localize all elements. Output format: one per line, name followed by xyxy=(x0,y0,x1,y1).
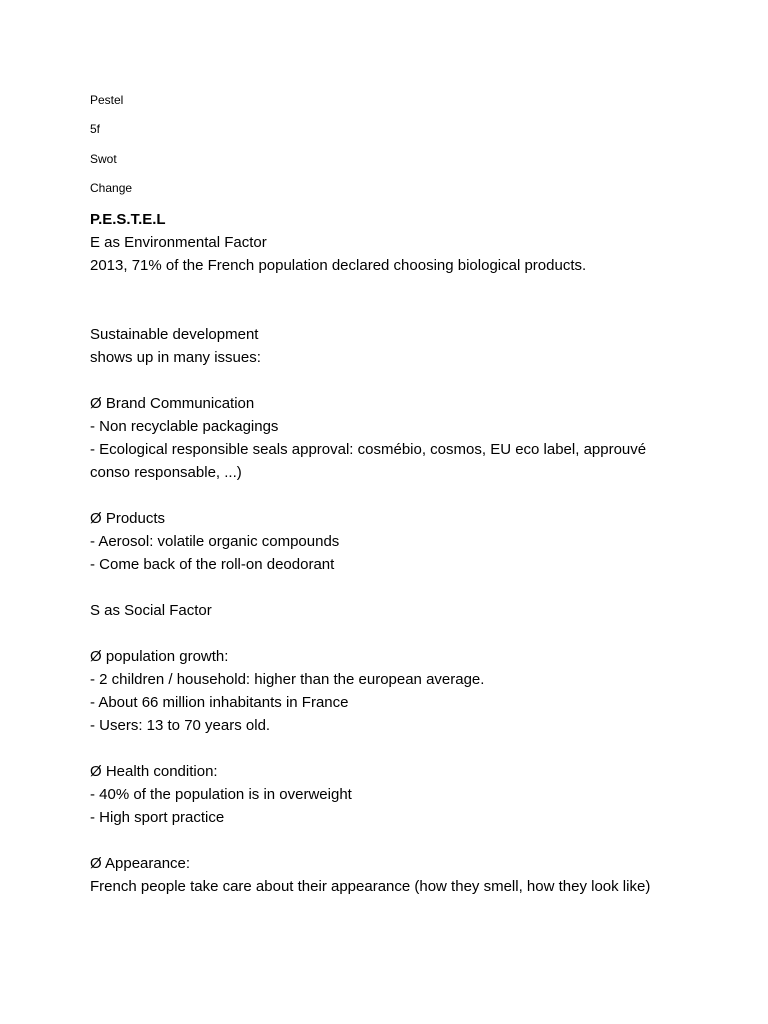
text-line: - 40% of the population is in overweight xyxy=(90,786,352,803)
text-line: - Come back of the roll-on deodorant xyxy=(90,556,335,573)
outline-item-swot: Swot xyxy=(90,152,117,166)
text-line: shows up in many issues: xyxy=(90,349,261,366)
bullet-heading: Ø Products xyxy=(90,510,166,527)
text-line: - Ecological responsible seals approval: cosmébio, cosmos, EU eco label, approuvé xyxy=(90,441,647,458)
text-line: French people take care about their appearance (how they smell, how they look like) xyxy=(90,878,651,895)
outline-item-5f: 5f xyxy=(90,122,101,136)
text-line: - About 66 million inhabitants in France xyxy=(90,694,349,711)
text-line: - High sport practice xyxy=(90,809,225,826)
outline-item-change: Change xyxy=(90,181,133,195)
section-heading: P.E.S.T.E.L xyxy=(90,211,166,228)
text-line: E as Environmental Factor xyxy=(90,234,267,251)
outline-item-pestel: Pestel xyxy=(90,93,124,107)
text-line: - Non recyclable packagings xyxy=(90,418,279,435)
text-line: - Users: 13 to 70 years old. xyxy=(90,717,271,734)
bullet-heading: Ø population growth: xyxy=(90,648,229,665)
bullet-heading: Ø Health condition: xyxy=(90,763,218,780)
bullet-heading: Ø Appearance: xyxy=(90,855,191,872)
text-line: conso responsable, ...) xyxy=(90,464,242,481)
text-line: - Aerosol: volatile organic compounds xyxy=(90,533,340,550)
text-line: 2013, 71% of the French population declared choosing biological products. xyxy=(90,257,587,274)
bullet-heading: Ø Brand Communication xyxy=(90,395,255,412)
text-line: S as Social Factor xyxy=(90,602,212,619)
text-line: - 2 children / household: higher than the european average. xyxy=(90,671,485,688)
text-line: Sustainable development xyxy=(90,326,259,343)
